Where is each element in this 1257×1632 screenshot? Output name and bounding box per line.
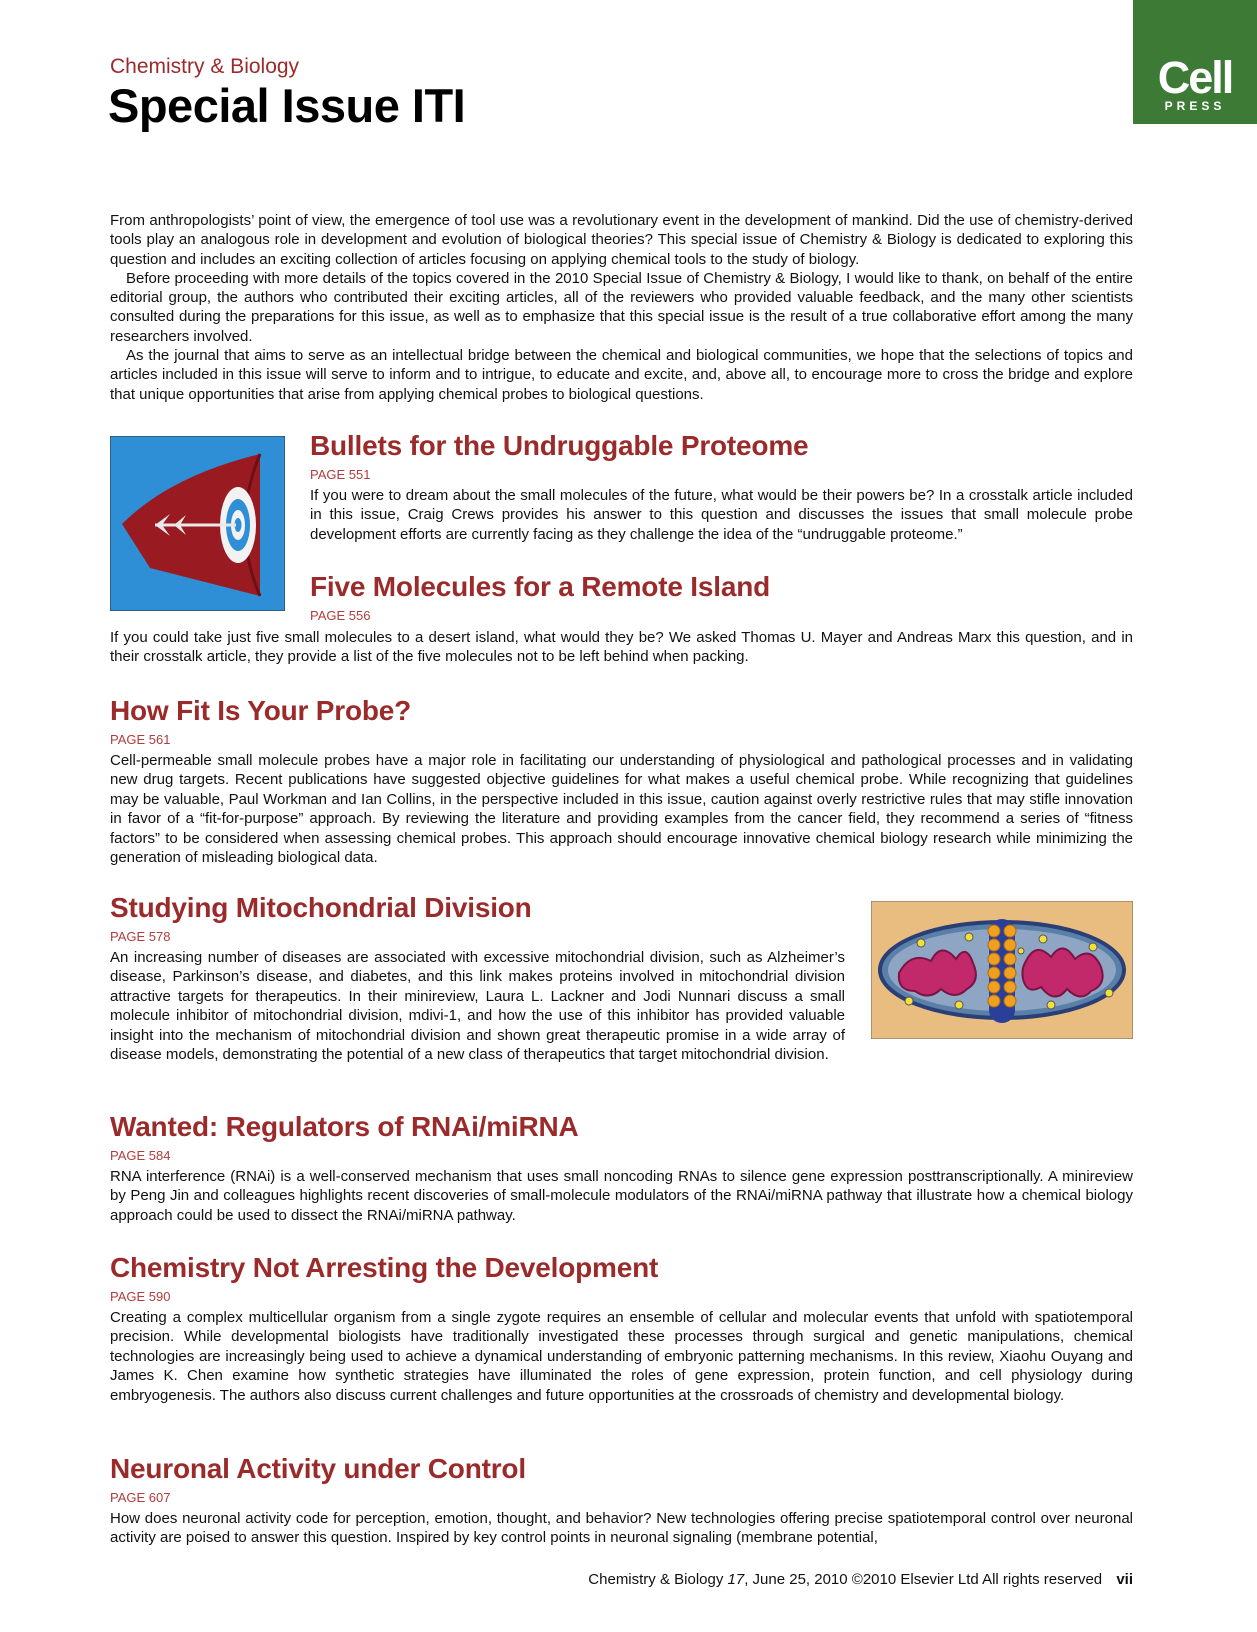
article-section-heading	[310, 570, 1133, 627]
footer-volume: 17	[727, 1571, 745, 1588]
section-title: Bullets for the Undruggable Proteome	[310, 430, 809, 461]
page-reference: PAGE 556	[310, 608, 371, 623]
section-body: RNA interference (RNAi) is a well-conserved mechanism that uses small noncoding RNAs to silence gene expression posttranscriptionally. A minireview by Peng Jin and colleagues highlights recent discoveries of small-molecule modulators of the RNAi/miRNA pathway that illustrate how a chemical biology approach could be used to dissect the RNAi/miRNA pathway.	[110, 1168, 1133, 1224]
logo-main-text: Cell	[1157, 52, 1233, 103]
page-title: Special Issue ITI	[108, 79, 466, 132]
page-reference: PAGE 607	[110, 1490, 171, 1505]
article-section	[110, 1110, 1133, 1225]
page-number: vii	[1116, 1571, 1133, 1588]
section-body: If you could take just five small molecules to a desert island, what would they be? We asked Thomas U. Mayer and Andreas Marx this question, and in their crosstalk article, they provide a list of the five molecules not to be left behind when packing.	[110, 629, 1133, 666]
page-reference: PAGE 561	[110, 732, 171, 747]
article-section-body	[110, 628, 1133, 667]
article-section	[110, 1251, 1133, 1405]
section-title: Five Molecules for a Remote Island	[310, 571, 770, 602]
section-body: Cell-permeable small molecule probes have a major role in facilitating our understanding of physiological and pathological processes and in validating new drug targets. Recent publications have suggested objective guidelines for what makes a useful chemical probe. While recognizing that guidelines may be valuable, Paul Workman and Ian Collins, in the perspective included in this issue, caution against overly restrictive rules that may stifle innovation in favor of a “fit-for-purpose” approach. By reviewing the literature and providing examples from the cancer field, they recommend a series of “fitness factors” to be considered when assessing chemical probes. This approach should encourage innovative chemical biology research while minimizing the generation of misleading biological data.	[110, 752, 1133, 867]
target-dart-illustration	[110, 436, 285, 611]
mitochondrion-illustration	[871, 901, 1133, 1039]
logo-sub-text: PRESS	[1164, 99, 1226, 113]
page-reference: PAGE 584	[110, 1148, 171, 1163]
section-title: Wanted: Regulators of RNAi/miRNA	[110, 1111, 579, 1142]
cell-press-logo	[1133, 0, 1257, 124]
footer-journal: Chemistry & Biology	[588, 1571, 724, 1588]
article-section	[110, 694, 1133, 867]
intro-paragraph: From anthropologists’ point of view, the emergence of tool use was a revolutionary event in the development of mankind. Did the use of chemistry-derived tools play an analogous role in development and evolution of biological theories? This special issue of Chemistry & Biology is dedicated to exploring this question and includes an exciting collection of articles focusing on applying chemical tools to the study of biology.	[110, 212, 1133, 268]
footer-citation: , June 25, 2010 ©2010 Elsevier Ltd All rights reserved	[744, 1571, 1103, 1588]
page-reference: PAGE 590	[110, 1289, 171, 1304]
section-title: Chemistry Not Arresting the Development	[110, 1252, 659, 1283]
intro-paragraph: Before proceeding with more details of the topics covered in the 2010 Special Issue of Chemistry & Biology, I would like to thank, on behalf of the entire editorial group, the authors who contributed their exciting articles, all of the reviewers who provided valuable feedback, and the many other scientists consulted during the preparations for this issue, as well as to emphasize that this special issue is the result of a true collaborative effort among the many researchers involved.	[110, 269, 1133, 345]
page-reference: PAGE 551	[310, 467, 371, 482]
article-section	[110, 891, 845, 1064]
section-body: If you were to dream about the small molecules of the future, what would be their powers be? In a crosstalk article included in this issue, Craig Crews provides his answer to this question and discusses the issues that small molecule probe development efforts are currently facing as they challenge the idea of the “undruggable proteome.”	[310, 487, 1133, 543]
section-title: How Fit Is Your Probe?	[110, 695, 412, 726]
page-footer	[400, 1571, 1133, 1588]
section-title: Studying Mitochondrial Division	[110, 892, 532, 923]
section-body: An increasing number of diseases are associated with excessive mitochondrial division, such as Alzheimer’s disease, Parkinson’s disease, and diabetes, and this link makes proteins involved in mitochondrial division attractive targets for therapeutics. In their minireview, Laura L. Lackner and Jodi Nunnari discuss a small molecule inhibitor of mitochondrial division, mdivi-1, and how the use of this inhibitor has provided valuable insight into the mechanism of mitochondrial division and shown great therapeutic promise in a wide array of disease models, demonstrating the potential of a new class of therapeutics that target mitochondrial division.	[110, 949, 845, 1064]
section-title: Neuronal Activity under Control	[110, 1453, 526, 1484]
article-section	[310, 429, 1133, 544]
journal-name: Chemistry & Biology	[110, 55, 300, 78]
intro-text	[110, 211, 1133, 404]
article-section	[110, 1452, 1133, 1548]
section-body: Creating a complex multicellular organism from a single zygote requires an ensemble of cellular and molecular events that unfold with spatiotemporal precision. While developmental biologists have traditionally investigated these processes through surgical and genetic manipulations, chemical technologies are increasingly being used to achieve a dynamical understanding of embryonic patterning mechanisms. In this review, Xiaohu Ouyang and James K. Chen examine how synthetic strategies have illuminated the roles of gene expression, protein function, and cell physiology during embryogenesis. The authors also discuss current challenges and future opportunities at the crossroads of chemistry and developmental biology.	[110, 1309, 1133, 1404]
page-reference: PAGE 578	[110, 929, 171, 944]
intro-paragraph: As the journal that aims to serve as an intellectual bridge between the chemical and biological communities, we hope that the selections of topics and articles included in this issue will serve to inform and to intrigue, to educate and excite, and, above all, to encourage more to cross the bridge and explore that unique opportunities that arise from applying chemical probes to biological questions.	[110, 347, 1133, 403]
section-body: How does neuronal activity code for perception, emotion, thought, and behavior? New technologies offering precise spatiotemporal control over neuronal activity are poised to answer this question. Inspired by key control points in neuronal signaling (membrane potential,	[110, 1510, 1133, 1547]
